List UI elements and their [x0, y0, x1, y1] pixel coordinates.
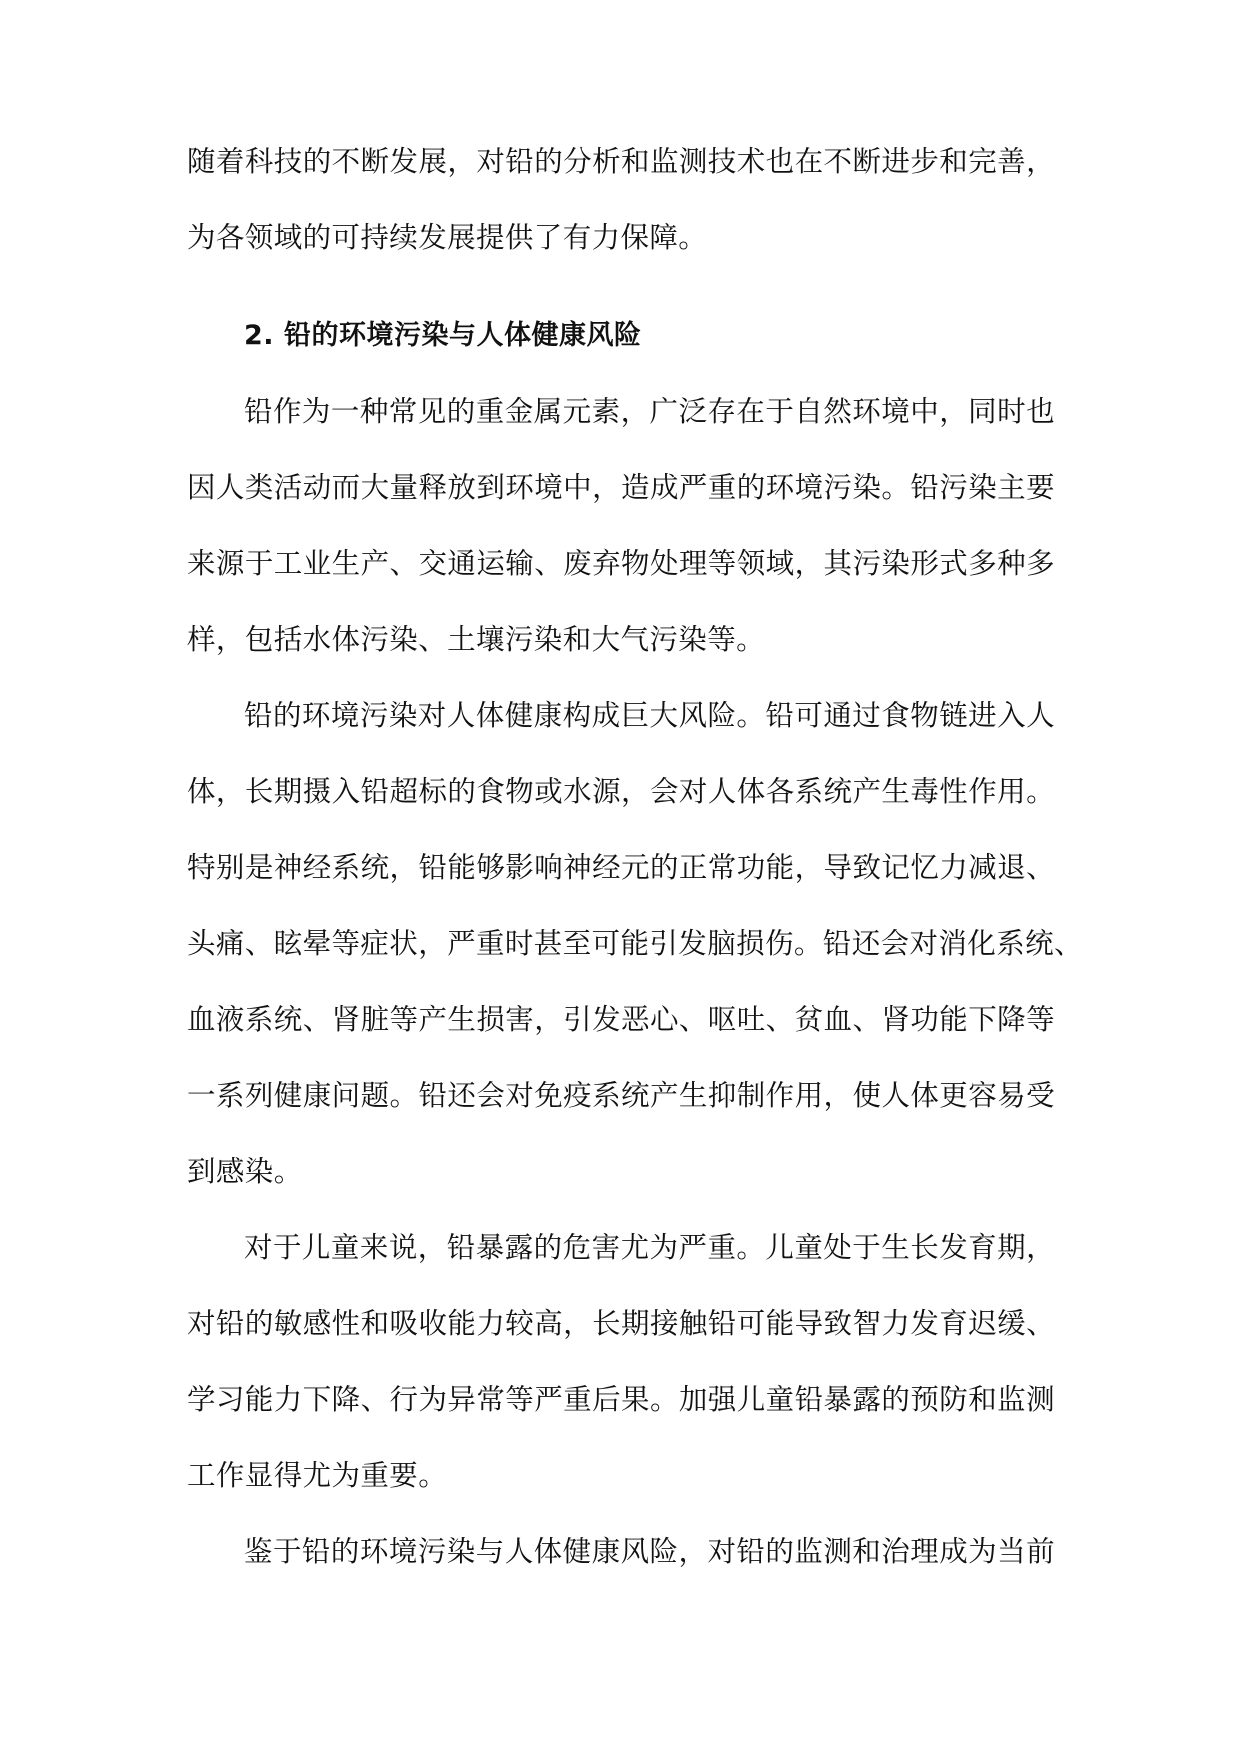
paragraph-line: 因人类活动而大量释放到环境中，造成严重的环境污染。铅污染主要: [187, 471, 1055, 504]
paragraph-line: 头痛、眩晕等症状，严重时甚至可能引发脑损伤。铅还会对消化系统、: [187, 927, 1083, 960]
paragraph-line: 来源于工业生产、交通运输、废弃物处理等领域，其污染形式多种多: [187, 547, 1055, 580]
paragraph-line: 体，长期摄入铅超标的食物或水源，会对人体各系统产生毒性作用。: [187, 775, 1055, 808]
intro-paragraph: [187, 124, 1055, 276]
paragraph-line: 到感染。: [187, 1155, 303, 1188]
paragraph-line: 血液系统、肾脏等产生损害，引发恶心、呕吐、贫血、肾功能下降等: [187, 1003, 1055, 1036]
paragraph-line: 学习能力下降、行为异常等严重后果。加强儿童铅暴露的预防和监测: [187, 1383, 1055, 1416]
paragraph-line: 为各领域的可持续发展提供了有力保障。: [187, 221, 708, 254]
paragraph-line: 样，包括水体污染、土壤污染和大气污染等。: [187, 623, 766, 656]
section-heading: 2. 铅的环境污染与人体健康风险: [244, 320, 642, 351]
paragraph-line: 铅作为一种常见的重金属元素，广泛存在于自然环境中，同时也: [244, 395, 1055, 428]
paragraph-line: 随着科技的不断发展，对铅的分析和监测技术也在不断进步和完善，: [187, 145, 1055, 178]
body-paragraph: [187, 374, 1055, 678]
paragraph-line: 鉴于铅的环境污染与人体健康风险，对铅的监测和治理成为当前: [244, 1535, 1055, 1568]
paragraph-line: 对铅的敏感性和吸收能力较高，长期接触铅可能导致智力发育迟缓、: [187, 1307, 1055, 1340]
spacer: [187, 276, 1055, 298]
paragraph-line: 一系列健康问题。铅还会对免疫系统产生抑制作用，使人体更容易受: [187, 1079, 1055, 1112]
body-paragraph: [187, 1210, 1055, 1514]
page-content: [187, 124, 1083, 1590]
paragraph-line: 对于儿童来说，铅暴露的危害尤为严重。儿童处于生长发育期，: [244, 1231, 1055, 1264]
paragraph-line: 工作显得尤为重要。: [187, 1459, 448, 1492]
paragraph-line: 特别是神经系统，铅能够影响神经元的正常功能，导致记忆力减退、: [187, 851, 1055, 884]
body-paragraph: [187, 678, 1083, 1210]
body-paragraph: [187, 1514, 1055, 1590]
paragraph-line: 铅的环境污染对人体健康构成巨大风险。铅可通过食物链进入人: [244, 699, 1055, 732]
